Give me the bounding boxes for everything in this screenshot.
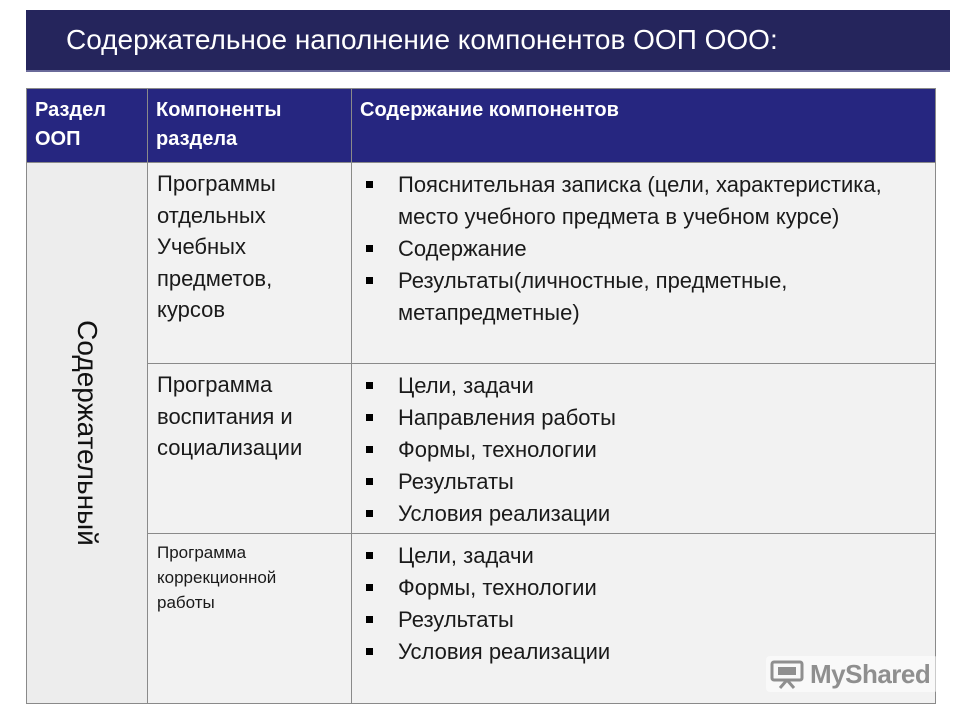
component-cell: Программа воспитания и социализации (148, 364, 352, 534)
list-item: Результаты (362, 466, 927, 498)
list-item: Цели, задачи (362, 370, 927, 402)
section-label: Содержательный (72, 320, 103, 546)
header-section: Раздел ООП (27, 89, 148, 163)
content-list (362, 540, 927, 668)
section-cell (27, 163, 148, 704)
watermark (766, 656, 938, 692)
list-item: Цели, задачи (362, 540, 927, 572)
table-header-row (27, 89, 936, 163)
table-row (27, 364, 936, 534)
list-item: Формы, технологии (362, 434, 927, 466)
title-bar (26, 10, 950, 72)
bullet-icon (366, 181, 373, 188)
bullet-icon (366, 446, 373, 453)
component-cell: Программы отдельных Учебных предметов, курсов (148, 163, 352, 364)
list-item: Условия реализации (362, 636, 927, 668)
list-item: Результаты(личностные, предметные, метапредметные) (362, 265, 927, 329)
bullet-icon (366, 382, 373, 389)
component-cell: Программа коррекционной работы (148, 534, 352, 704)
components-table (26, 88, 936, 704)
content-cell (352, 364, 936, 534)
projector-icon (770, 659, 804, 689)
list-item: Направления работы (362, 402, 927, 434)
list-item: Пояснительная записка (цели, характеристика, место учебного предмета в учебном курсе) (362, 169, 927, 233)
list-item: Результаты (362, 604, 927, 636)
bullet-icon (366, 478, 373, 485)
list-item: Содержание (362, 233, 927, 265)
list-item: Условия реализации (362, 498, 927, 530)
content-cell (352, 163, 936, 364)
bullet-icon (366, 584, 373, 591)
bullet-icon (366, 616, 373, 623)
header-components: Компоненты раздела (148, 89, 352, 163)
bullet-icon (366, 552, 373, 559)
bullet-icon (366, 245, 373, 252)
list-item: Формы, технологии (362, 572, 927, 604)
header-content: Содержание компонентов (352, 89, 936, 163)
bullet-icon (366, 414, 373, 421)
content-list (362, 169, 927, 329)
page-title: Содержательное наполнение компонентов ООП ООО: (66, 24, 778, 55)
table-row (27, 163, 936, 364)
bullet-icon (366, 510, 373, 517)
watermark-text: MyShared (810, 658, 931, 689)
bullet-icon (366, 277, 373, 284)
content-list (362, 370, 927, 530)
bullet-icon (366, 648, 373, 655)
